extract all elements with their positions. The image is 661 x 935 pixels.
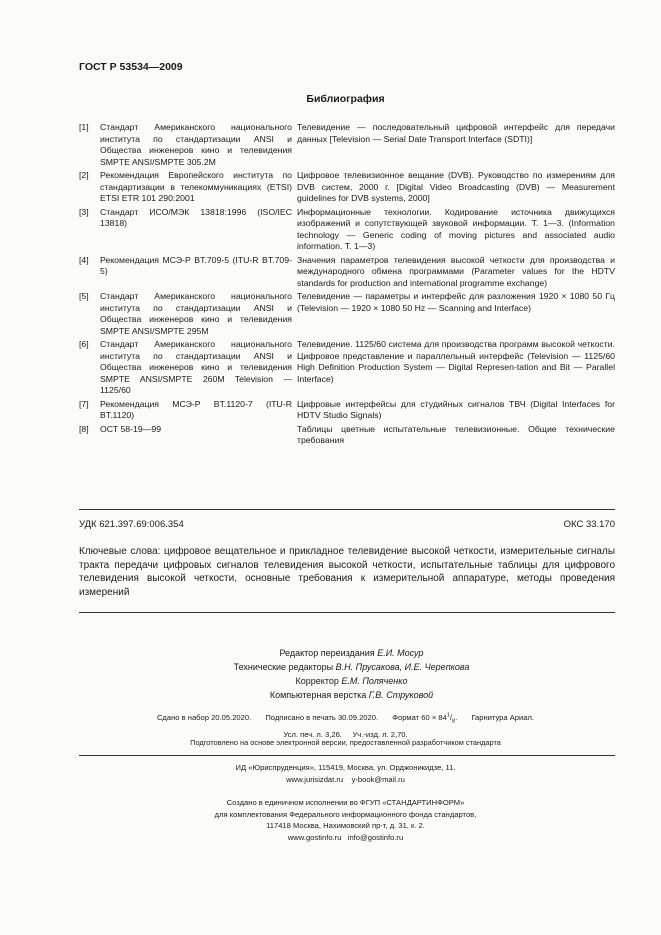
editor-role: Технические редакторы: [233, 662, 334, 672]
entry-number: [6]: [79, 339, 89, 349]
print-sheets: Усл. печ. л. 3,26.: [283, 730, 342, 740]
signed-date: Подписано в печать 30.09.2020.: [265, 712, 379, 722]
production-address: 117418 Москва, Нахимовский пр-т, д. 31, к. 2.: [266, 821, 425, 830]
bibliography-entry: [79, 207, 615, 253]
bibliography-entry: [79, 399, 615, 422]
entry-number: [1]: [79, 122, 89, 132]
format-denominator: 8: [452, 718, 456, 725]
prepared-note: Подготовлено на основе электронной версии, предоставленной разработчиком стандарта: [190, 738, 501, 747]
entry-number: [5]: [79, 291, 89, 301]
production-line: для комплектования Федерального информационного фонда стандартов,: [214, 809, 477, 819]
editor-role: Редактор переиздания: [279, 648, 375, 658]
udk-code: УДК 621.397.69:006.354: [79, 519, 184, 530]
publisher-contacts: [30, 774, 661, 786]
editor-line: [42, 688, 661, 702]
entry-number: [2]: [79, 170, 89, 180]
format-numerator: 1: [446, 712, 450, 718]
print-info: [0, 709, 661, 741]
production-contacts: [30, 832, 661, 844]
publisher-block: [0, 762, 661, 786]
format-prefix: Формат 60 × 84: [392, 712, 447, 722]
entry-source: ОСТ 58-19—99: [100, 423, 162, 434]
entry-source: Стандарт Американского национального института по стандартизации ANSI и Общества инженеров кино и телевидения SMPTE ANSI/SMPTE 295M: [100, 291, 292, 336]
entry-source: Стандарт ИСО/МЭК 13818:1996 (ISO/IEC 13818): [100, 206, 292, 228]
editor-line: [42, 660, 661, 674]
paper-format: Формат $60 \times 84^1/_8$.: [392, 712, 458, 725]
editor-names: Г.В. Струковой: [368, 690, 434, 700]
gostinfo-site-link[interactable]: www.gostinfo.ru: [287, 832, 342, 842]
publisher-sheets: Уч.-изд. л. 2,70.: [352, 730, 408, 740]
production-block: [0, 797, 661, 843]
keywords: Ключевые слова: цифровое вещательное и прикладное телевидение высокой четкости, измерительные сигналы тракта передачи цифровых сигналов телевидения высокой четкости, испытательные таблицы для цифрового телевидения высокой четкости, основные требования к измерительной аппаратуре, методы проведения измерений: [79, 546, 615, 598]
publisher-email-link[interactable]: y-book@mail.ru: [351, 775, 405, 784]
submitted-date: Сдано в набор 20.05.2020.: [156, 712, 252, 722]
bibliography-entry: [79, 122, 615, 168]
entry-description: Телевидение — параметры и интерфейс для разложения 1920 × 1080 50 Гц (Television — 1920 × 1080 50 Hz — Scanning and Interface): [297, 291, 615, 313]
bottom-divider: [79, 612, 615, 613]
bibliography-entry: [79, 291, 615, 337]
entry-source: Рекомендация Европейского института по стандартизации в телекоммуникациях (ETSI) ETSI ETR 101 290:2001: [100, 170, 292, 203]
editor-names: Е.И. Мосур: [377, 648, 424, 658]
publisher-site-link[interactable]: www.jurisizdat.ru: [286, 775, 344, 784]
oks-code: ОКС 33.170: [563, 519, 615, 530]
entry-number: [8]: [79, 423, 89, 434]
entry-description: Таблицы цветные испытательные телевизионные. Общие технические требования: [297, 423, 615, 445]
entry-description: Информационные технологии. Кодирование источника движущихся изображений и сопутствующей звуковой информации. Т. 1—3. (Information technology — Generic coding of moving pictures and associated audio information. Т. 1—3): [297, 206, 615, 251]
editor-names: Е.М. Поляченко: [341, 676, 408, 686]
bibliography-entry: [79, 339, 615, 397]
entry-source: Рекомендация МСЭ-Р BT.1120-7 (ITU-R BT.1120): [100, 398, 292, 420]
editors-block: [0, 646, 661, 702]
bibliography-list: [79, 122, 615, 449]
production-line: Создано в единичном исполнении во ФГУП «СТАНДАРТИНФОРМ»: [226, 798, 465, 807]
publisher-address: ИД «Юриспруденция», 115419, Москва, ул. Орджоникидзе, 11.: [235, 763, 456, 772]
editor-names: В.Н. Прусакова, И.Е. Черепкова: [335, 662, 470, 672]
editor-line: [42, 674, 661, 688]
entry-description: Значения параметров телевидения высокой четкости для производства и международного обмена программами (Parameter values for the HDTV standards for production and international programme exchange): [297, 254, 615, 288]
entry-description: Телевидение — последовательный цифровой интерфейс для передачи данных [Television — Serial Date Transport Interface (SDTI)]: [297, 122, 615, 144]
entry-description: Цифровые интерфейсы для студийных сигналов ТВЧ (Digital Interfaces for HDTV Studio Signals): [297, 398, 615, 420]
entry-source: Стандарт Американского национального института по стандартизации ANSI и Общества инженеров кино и телевидения SMPTE ANSI/SMPTE 305.2M: [100, 122, 292, 167]
entry-number: [3]: [79, 206, 89, 217]
editor-line: [42, 646, 661, 660]
entry-source: Рекомендация МСЭ-Р BT.709-5 (ITU-R BT.709-5): [100, 254, 292, 276]
top-divider: [79, 509, 615, 510]
bibliography-entry: [79, 255, 615, 290]
entry-description: Телевидение. 1125/60 система для производства программ высокой четкости. Цифровое представление и параллельный интерфейс (Television — 1125/60 High Definition Production System — Digital Represen-tation and Bit — Parallel Interface): [297, 339, 615, 384]
gostinfo-email-link[interactable]: info@gostinfo.ru: [347, 832, 404, 842]
typeface: Гарнитура Ариал.: [471, 712, 535, 722]
entry-description: Цифровое телевизионное вещание (DVB). Руководство по измерениям для DVB систем, 2000 г. [Digital Video Broadcasting (DVB) — Measurement guidelines for DVB systems, 2000]: [297, 170, 615, 203]
entry-number: [7]: [79, 398, 89, 409]
entry-source: Стандарт Американского национального института по стандартизации ANSI и Общества инженеров кино и телевидения SMPTE ANSI/SMPTE 260M Television — 1125/60: [100, 339, 292, 395]
editor-role: Корректор: [295, 676, 339, 686]
footer-divider: [79, 755, 615, 756]
bibliography-entry: [79, 170, 615, 205]
entry-number: [4]: [79, 254, 89, 265]
print-info-row: [30, 709, 661, 728]
section-title: Библиография: [306, 93, 385, 105]
document-header: ГОСТ Р 53534—2009: [79, 61, 183, 73]
editor-role: Компьютерная верстка: [269, 690, 367, 700]
bibliography-entry: [79, 424, 615, 447]
